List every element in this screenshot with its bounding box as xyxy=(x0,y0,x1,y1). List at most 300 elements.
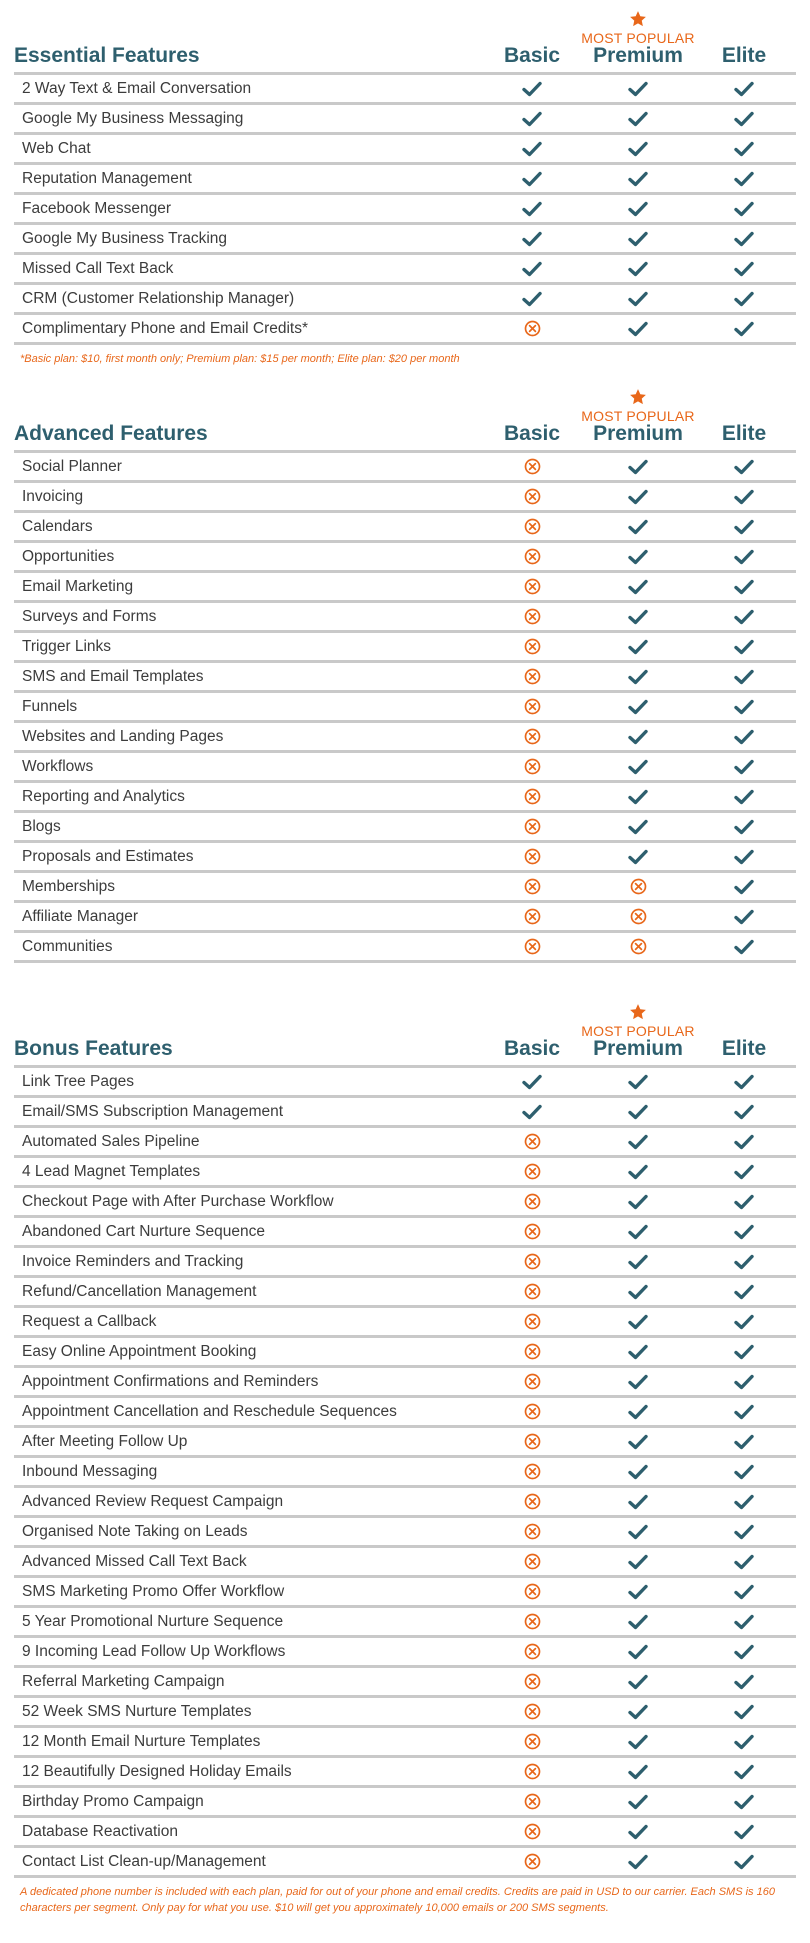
table-row xyxy=(14,1098,796,1128)
cell-elite xyxy=(689,1758,799,1785)
feature-name: Request a Callback xyxy=(22,1313,157,1330)
table-row xyxy=(14,543,796,573)
most-popular-badge xyxy=(573,1003,703,1039)
cell-basic xyxy=(477,1518,587,1545)
check-icon xyxy=(734,1314,754,1330)
x-circle-icon xyxy=(524,488,541,505)
feature-name: Social Planner xyxy=(22,458,122,475)
check-icon xyxy=(734,669,754,685)
check-icon xyxy=(628,261,648,277)
check-icon xyxy=(628,549,648,565)
cell-elite xyxy=(689,1308,799,1335)
cell-premium xyxy=(583,1398,693,1425)
x-circle-icon xyxy=(524,938,541,955)
cell-basic xyxy=(477,483,587,510)
x-circle-icon xyxy=(524,878,541,895)
table-row xyxy=(14,1428,796,1458)
cell-elite xyxy=(689,663,799,690)
check-icon xyxy=(522,81,542,97)
table-row xyxy=(14,225,796,255)
check-icon xyxy=(628,759,648,775)
cell-premium xyxy=(583,1518,693,1545)
cell-premium xyxy=(583,453,693,480)
cell-basic xyxy=(477,933,587,960)
plan-header-premium: Premium xyxy=(593,1037,683,1060)
cell-basic xyxy=(477,1068,587,1095)
cell-elite xyxy=(689,1518,799,1545)
cell-premium xyxy=(583,1218,693,1245)
star-icon xyxy=(629,1003,647,1021)
table-row xyxy=(14,1518,796,1548)
table-row xyxy=(14,1458,796,1488)
cell-elite xyxy=(689,1488,799,1515)
cell-elite xyxy=(689,1668,799,1695)
cell-elite xyxy=(689,105,799,132)
check-icon xyxy=(734,291,754,307)
check-icon xyxy=(628,1254,648,1270)
x-circle-icon xyxy=(524,1463,541,1480)
check-icon xyxy=(734,1674,754,1690)
x-circle-icon xyxy=(524,1673,541,1690)
check-icon xyxy=(628,579,648,595)
x-circle-icon xyxy=(524,578,541,595)
check-icon xyxy=(734,849,754,865)
x-circle-icon xyxy=(524,1223,541,1240)
feature-name: Link Tree Pages xyxy=(22,1073,135,1090)
cell-premium xyxy=(583,513,693,540)
section-header xyxy=(14,993,796,1065)
cell-elite xyxy=(689,753,799,780)
cell-premium xyxy=(583,873,693,900)
feature-name: After Meeting Follow Up xyxy=(22,1433,188,1450)
check-icon xyxy=(628,1164,648,1180)
table-row xyxy=(14,633,796,663)
table-row xyxy=(14,453,796,483)
check-icon xyxy=(734,819,754,835)
feature-name: Organised Note Taking on Leads xyxy=(22,1523,248,1540)
cell-premium xyxy=(583,1128,693,1155)
check-icon xyxy=(628,1314,648,1330)
check-icon xyxy=(734,321,754,337)
table-row xyxy=(14,135,796,165)
check-icon xyxy=(734,1404,754,1420)
feature-name: Checkout Page with After Purchase Workflow xyxy=(22,1193,334,1210)
cell-premium xyxy=(583,603,693,630)
cell-premium xyxy=(583,753,693,780)
check-icon xyxy=(628,729,648,745)
feature-name: Refund/Cancellation Management xyxy=(22,1283,257,1300)
feature-name: 12 Beautifully Designed Holiday Emails xyxy=(22,1763,292,1780)
x-circle-icon xyxy=(524,1793,541,1810)
cell-premium xyxy=(583,1158,693,1185)
cell-basic xyxy=(477,135,587,162)
check-icon xyxy=(628,1764,648,1780)
check-icon xyxy=(734,1584,754,1600)
feature-name: Automated Sales Pipeline xyxy=(22,1133,200,1150)
check-icon xyxy=(628,1614,648,1630)
check-icon xyxy=(734,231,754,247)
table-row xyxy=(14,1368,796,1398)
table-row xyxy=(14,255,796,285)
section-title: Bonus Features xyxy=(14,1037,173,1060)
table-row xyxy=(14,105,796,135)
check-icon xyxy=(628,819,648,835)
cell-elite xyxy=(689,315,799,342)
check-icon xyxy=(522,171,542,187)
check-icon xyxy=(628,459,648,475)
check-icon xyxy=(628,141,648,157)
table-row xyxy=(14,513,796,543)
check-icon xyxy=(734,1104,754,1120)
cell-elite xyxy=(689,1728,799,1755)
cell-premium xyxy=(583,1548,693,1575)
check-icon xyxy=(628,1284,648,1300)
cell-premium xyxy=(583,483,693,510)
cell-premium xyxy=(583,1848,693,1875)
cell-elite xyxy=(689,1608,799,1635)
check-icon xyxy=(734,579,754,595)
feature-name: Reporting and Analytics xyxy=(22,788,185,805)
table-row xyxy=(14,663,796,693)
check-icon xyxy=(734,1734,754,1750)
feature-table xyxy=(14,72,796,345)
check-icon xyxy=(522,231,542,247)
check-icon xyxy=(734,1764,754,1780)
cell-basic xyxy=(477,1788,587,1815)
table-row xyxy=(14,1158,796,1188)
x-circle-icon xyxy=(524,548,541,565)
cell-basic xyxy=(477,195,587,222)
check-icon xyxy=(628,1344,648,1360)
check-icon xyxy=(628,1524,648,1540)
cell-basic xyxy=(477,1188,587,1215)
cell-premium xyxy=(583,1308,693,1335)
cell-elite xyxy=(689,483,799,510)
cell-premium xyxy=(583,813,693,840)
cell-basic xyxy=(477,1218,587,1245)
check-icon xyxy=(628,1104,648,1120)
cell-basic xyxy=(477,1098,587,1125)
x-circle-icon xyxy=(524,1283,541,1300)
x-circle-icon xyxy=(524,1523,541,1540)
check-icon xyxy=(734,729,754,745)
cell-basic xyxy=(477,783,587,810)
cell-basic xyxy=(477,1278,587,1305)
x-circle-icon xyxy=(524,1253,541,1270)
check-icon xyxy=(734,1464,754,1480)
x-circle-icon xyxy=(630,938,647,955)
feature-name: 4 Lead Magnet Templates xyxy=(22,1163,201,1180)
x-circle-icon xyxy=(524,518,541,535)
cell-elite xyxy=(689,165,799,192)
cell-premium xyxy=(583,165,693,192)
table-row xyxy=(14,813,796,843)
table-row xyxy=(14,1488,796,1518)
feature-name: Reputation Management xyxy=(22,170,192,187)
x-circle-icon xyxy=(524,1343,541,1360)
check-icon xyxy=(628,699,648,715)
table-row xyxy=(14,603,796,633)
cell-elite xyxy=(689,873,799,900)
cell-basic xyxy=(477,255,587,282)
cell-premium xyxy=(583,573,693,600)
table-row xyxy=(14,1848,796,1878)
cell-premium xyxy=(583,633,693,660)
section-header xyxy=(14,378,796,450)
cell-premium xyxy=(583,1668,693,1695)
check-icon xyxy=(522,201,542,217)
check-icon xyxy=(628,669,648,685)
x-circle-icon xyxy=(524,638,541,655)
x-circle-icon xyxy=(524,458,541,475)
feature-name: SMS and Email Templates xyxy=(22,668,204,685)
x-circle-icon xyxy=(524,1403,541,1420)
table-row xyxy=(14,1398,796,1428)
check-icon xyxy=(628,1494,648,1510)
cell-basic xyxy=(477,1368,587,1395)
feature-name: Trigger Links xyxy=(22,638,112,655)
x-circle-icon xyxy=(524,698,541,715)
feature-section xyxy=(14,378,796,963)
cell-elite xyxy=(689,195,799,222)
cell-elite xyxy=(689,633,799,660)
cell-premium xyxy=(583,1098,693,1125)
cell-basic xyxy=(477,1698,587,1725)
cell-basic xyxy=(477,633,587,660)
feature-name: Proposals and Estimates xyxy=(22,848,194,865)
cell-elite xyxy=(689,1698,799,1725)
plan-header-elite: Elite xyxy=(721,1037,767,1060)
check-icon xyxy=(734,81,754,97)
cell-basic xyxy=(477,1638,587,1665)
check-icon xyxy=(734,639,754,655)
x-circle-icon xyxy=(630,878,647,895)
cell-elite xyxy=(689,1068,799,1095)
cell-premium xyxy=(583,843,693,870)
x-circle-icon xyxy=(524,1163,541,1180)
feature-name: Inbound Messaging xyxy=(22,1463,158,1480)
feature-name: Referral Marketing Campaign xyxy=(22,1673,225,1690)
section-title: Advanced Features xyxy=(14,422,208,445)
check-icon xyxy=(628,201,648,217)
cell-elite xyxy=(689,225,799,252)
check-icon xyxy=(522,1074,542,1090)
x-circle-icon xyxy=(524,758,541,775)
feature-name: Communities xyxy=(22,938,113,955)
check-icon xyxy=(628,111,648,127)
check-icon xyxy=(628,1674,648,1690)
cell-elite xyxy=(689,513,799,540)
check-icon xyxy=(734,1284,754,1300)
cell-elite xyxy=(689,1338,799,1365)
feature-name: Web Chat xyxy=(22,140,91,157)
cell-elite xyxy=(689,135,799,162)
table-row xyxy=(14,285,796,315)
section-header xyxy=(14,0,796,72)
check-icon xyxy=(628,1374,648,1390)
table-row xyxy=(14,75,796,105)
feature-name: Birthday Promo Campaign xyxy=(22,1793,204,1810)
cell-premium xyxy=(583,1698,693,1725)
table-row xyxy=(14,873,796,903)
cell-elite xyxy=(689,1428,799,1455)
feature-name: Contact List Clean-up/Management xyxy=(22,1853,266,1870)
cell-basic xyxy=(477,903,587,930)
check-icon xyxy=(734,759,754,775)
check-icon xyxy=(734,1134,754,1150)
cell-premium xyxy=(583,1728,693,1755)
cell-elite xyxy=(689,1278,799,1305)
section-footnote: *Basic plan: $10, first month only; Premium plan: $15 per month; Elite plan: $20 per month xyxy=(20,353,460,365)
table-row xyxy=(14,783,796,813)
plan-header-basic: Basic xyxy=(503,44,561,67)
check-icon xyxy=(522,111,542,127)
cell-basic xyxy=(477,1578,587,1605)
cell-premium xyxy=(583,195,693,222)
table-row xyxy=(14,1548,796,1578)
cell-premium xyxy=(583,135,693,162)
cell-elite xyxy=(689,1638,799,1665)
cell-premium xyxy=(583,903,693,930)
check-icon xyxy=(628,1734,648,1750)
check-icon xyxy=(734,1824,754,1840)
check-icon xyxy=(522,291,542,307)
table-row xyxy=(14,693,796,723)
cell-elite xyxy=(689,543,799,570)
check-icon xyxy=(628,1134,648,1150)
check-icon xyxy=(734,939,754,955)
cell-basic xyxy=(477,1458,587,1485)
table-row xyxy=(14,723,796,753)
cell-elite xyxy=(689,453,799,480)
feature-name: Affiliate Manager xyxy=(22,908,139,925)
cell-elite xyxy=(689,1218,799,1245)
cell-basic xyxy=(477,285,587,312)
cell-premium xyxy=(583,1188,693,1215)
check-icon xyxy=(734,1554,754,1570)
table-row xyxy=(14,1638,796,1668)
check-icon xyxy=(734,1794,754,1810)
feature-name: Advanced Review Request Campaign xyxy=(22,1493,284,1510)
plan-header-basic: Basic xyxy=(503,422,561,445)
check-icon xyxy=(522,261,542,277)
check-icon xyxy=(628,171,648,187)
cell-premium xyxy=(583,1428,693,1455)
cell-basic xyxy=(477,1548,587,1575)
check-icon xyxy=(734,1854,754,1870)
table-row xyxy=(14,1758,796,1788)
cell-basic xyxy=(477,1248,587,1275)
cell-elite xyxy=(689,75,799,102)
feature-name: Opportunities xyxy=(22,548,115,565)
most-popular-badge xyxy=(573,10,703,46)
check-icon xyxy=(734,141,754,157)
check-icon xyxy=(734,609,754,625)
cell-premium xyxy=(583,225,693,252)
table-row xyxy=(14,933,796,963)
most-popular-label: MOST POPULAR xyxy=(581,1023,695,1039)
table-row xyxy=(14,843,796,873)
cell-basic xyxy=(477,513,587,540)
plan-header-elite: Elite xyxy=(721,44,767,67)
cell-basic xyxy=(477,603,587,630)
check-icon xyxy=(628,1794,648,1810)
cell-premium xyxy=(583,1818,693,1845)
table-row xyxy=(14,315,796,345)
feature-name: Facebook Messenger xyxy=(22,200,172,217)
cell-basic xyxy=(477,1818,587,1845)
cell-premium xyxy=(583,1638,693,1665)
table-row xyxy=(14,1668,796,1698)
cell-elite xyxy=(689,843,799,870)
cell-basic xyxy=(477,315,587,342)
table-row xyxy=(14,483,796,513)
cell-premium xyxy=(583,1788,693,1815)
cell-basic xyxy=(477,873,587,900)
cell-basic xyxy=(477,453,587,480)
check-icon xyxy=(628,1704,648,1720)
cell-basic xyxy=(477,1308,587,1335)
most-popular-badge xyxy=(573,388,703,424)
feature-name: Funnels xyxy=(22,698,78,715)
feature-name: Email/SMS Subscription Management xyxy=(22,1103,284,1120)
cell-basic xyxy=(477,1128,587,1155)
check-icon xyxy=(734,1644,754,1660)
feature-name: 52 Week SMS Nurture Templates xyxy=(22,1703,252,1720)
plan-header-premium: Premium xyxy=(593,422,683,445)
check-icon xyxy=(628,1434,648,1450)
cell-basic xyxy=(477,1488,587,1515)
check-icon xyxy=(734,171,754,187)
check-icon xyxy=(628,1464,648,1480)
cell-premium xyxy=(583,1068,693,1095)
check-icon xyxy=(522,1104,542,1120)
feature-name: Appointment Cancellation and Reschedule Sequences xyxy=(22,1403,397,1420)
cell-premium xyxy=(583,783,693,810)
check-icon xyxy=(734,1254,754,1270)
x-circle-icon xyxy=(524,1733,541,1750)
table-row xyxy=(14,903,796,933)
cell-premium xyxy=(583,693,693,720)
table-row xyxy=(14,1278,796,1308)
x-circle-icon xyxy=(524,1553,541,1570)
cell-basic xyxy=(477,1728,587,1755)
cell-basic xyxy=(477,843,587,870)
cell-elite xyxy=(689,1848,799,1875)
cell-premium xyxy=(583,723,693,750)
star-icon xyxy=(629,10,647,28)
feature-name: 9 Incoming Lead Follow Up Workflows xyxy=(22,1643,286,1660)
check-icon xyxy=(734,111,754,127)
check-icon xyxy=(734,549,754,565)
feature-name: Workflows xyxy=(22,758,94,775)
plan-header-elite: Elite xyxy=(721,422,767,445)
cell-premium xyxy=(583,1758,693,1785)
feature-name: SMS Marketing Promo Offer Workflow xyxy=(22,1583,285,1600)
check-icon xyxy=(628,1554,648,1570)
cell-elite xyxy=(689,723,799,750)
cell-premium xyxy=(583,1278,693,1305)
check-icon xyxy=(734,1704,754,1720)
cell-elite xyxy=(689,1368,799,1395)
cell-basic xyxy=(477,225,587,252)
check-icon xyxy=(734,1344,754,1360)
check-icon xyxy=(628,1644,648,1660)
cell-basic xyxy=(477,1758,587,1785)
feature-name: Google My Business Tracking xyxy=(22,230,228,247)
feature-name: 5 Year Promotional Nurture Sequence xyxy=(22,1613,284,1630)
check-icon xyxy=(734,1194,754,1210)
